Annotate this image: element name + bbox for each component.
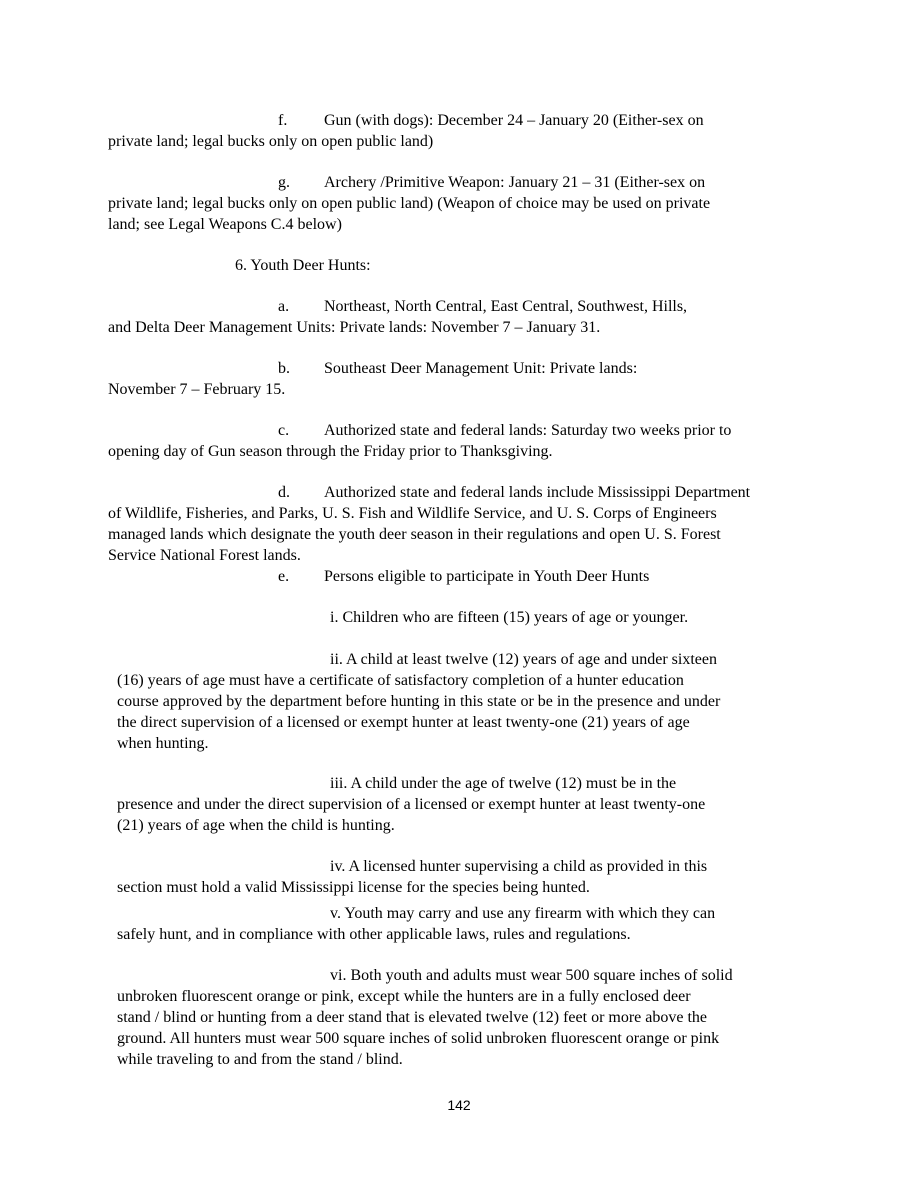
subitem-first-line: i. Children who are fifteen (15) years of age or younger. [330,609,689,626]
item-line: of Wildlife, Fisheries, and Parks, U. S. Fish and Wildlife Service, and U. S. Corps of Engineers [108,505,717,522]
subitem-line: safely hunt, and in compliance with other applicable laws, rules and regulations. [117,926,631,943]
subitem-line: ground. All hunters must wear 500 square inches of solid unbroken fluorescent orange or pink [117,1030,720,1047]
item-marker: g. [278,174,290,191]
subitem-line: stand / blind or hunting from a deer stand that is elevated twelve (12) feet or more above the [117,1009,708,1026]
subitem-line: while traveling to and from the stand / blind. [117,1051,403,1068]
subitem-first-line: iv. A licensed hunter supervising a child as provided in this [330,858,708,875]
item-line: private land; legal bucks only on open public land) [108,133,434,150]
item-d [108,482,750,566]
item-g [108,172,710,235]
item-e [108,566,649,587]
subitem-iii [117,773,705,836]
subitem-first-line: iii. A child under the age of twelve (12) must be in the [330,775,677,792]
subitem-i [117,607,688,628]
item-first-line: Northeast, North Central, East Central, Southwest, Hills, [324,298,688,315]
subitem-first-line: vi. Both youth and adults must wear 500 square inches of solid [330,967,733,984]
item-b [108,358,637,400]
item-marker: c. [278,422,290,439]
item-line: Service National Forest lands. [108,547,301,564]
item-first-line: Gun (with dogs): December 24 – January 20 (Either-sex on [324,112,704,129]
page-number: 142 [447,1097,471,1113]
subitem-line: presence and under the direct supervision of a licensed or exempt hunter at least twenty-one [117,796,706,813]
item-first-line: Authorized state and federal lands: Saturday two weeks prior to [324,422,732,439]
item-c [108,420,731,462]
subitem-vi [117,965,733,1070]
item-f [108,110,704,152]
item-marker: e. [278,568,290,585]
subitem-line: (16) years of age must have a certificate of satisfactory completion of a hunter education [117,672,684,689]
subitem-line: course approved by the department before hunting in this state or be in the presence and under [117,693,721,710]
subitem-line: (21) years of age when the child is hunting. [117,817,395,834]
item-first-line: Archery /Primitive Weapon: January 21 – 31 (Either-sex on [324,174,706,191]
subitem-line: unbroken fluorescent orange or pink, except while the hunters are in a fully enclosed deer [117,988,691,1005]
item-marker: d. [278,484,290,501]
subitem-line: the direct supervision of a licensed or exempt hunter at least twenty-one (21) years of age [117,714,690,731]
item-line: and Delta Deer Management Units: Private lands: November 7 – January 31. [108,319,601,336]
item-a [108,296,687,338]
item-line: land; see Legal Weapons C.4 below) [108,216,342,233]
subitem-first-line: ii. A child at least twelve (12) years of age and under sixteen [330,651,717,668]
subitem-line: section must hold a valid Mississippi license for the species being hunted. [117,879,590,896]
subitem-v [117,903,715,945]
item-line: opening day of Gun season through the Friday prior to Thanksgiving. [108,443,553,460]
item-first-line: Persons eligible to participate in Youth Deer Hunts [324,568,650,585]
item-line: managed lands which designate the youth deer season in their regulations and open U. S. Forest [108,526,721,543]
item-line: private land; legal bucks only on open public land) (Weapon of choice may be used on private [108,195,711,212]
item-marker: a. [278,298,290,315]
item-first-line: Southeast Deer Management Unit: Private lands: [324,360,638,377]
subitem-line: when hunting. [117,735,209,752]
subitem-ii [117,649,720,754]
subitem-iv [117,856,707,898]
section-heading: 6. Youth Deer Hunts: [235,257,371,274]
item-first-line: Authorized state and federal lands include Mississippi Department [324,484,751,501]
subitem-first-line: v. Youth may carry and use any firearm with which they can [330,905,716,922]
item-marker: b. [278,360,290,377]
item-line: November 7 – February 15. [108,381,286,398]
item-marker: f. [278,112,288,129]
